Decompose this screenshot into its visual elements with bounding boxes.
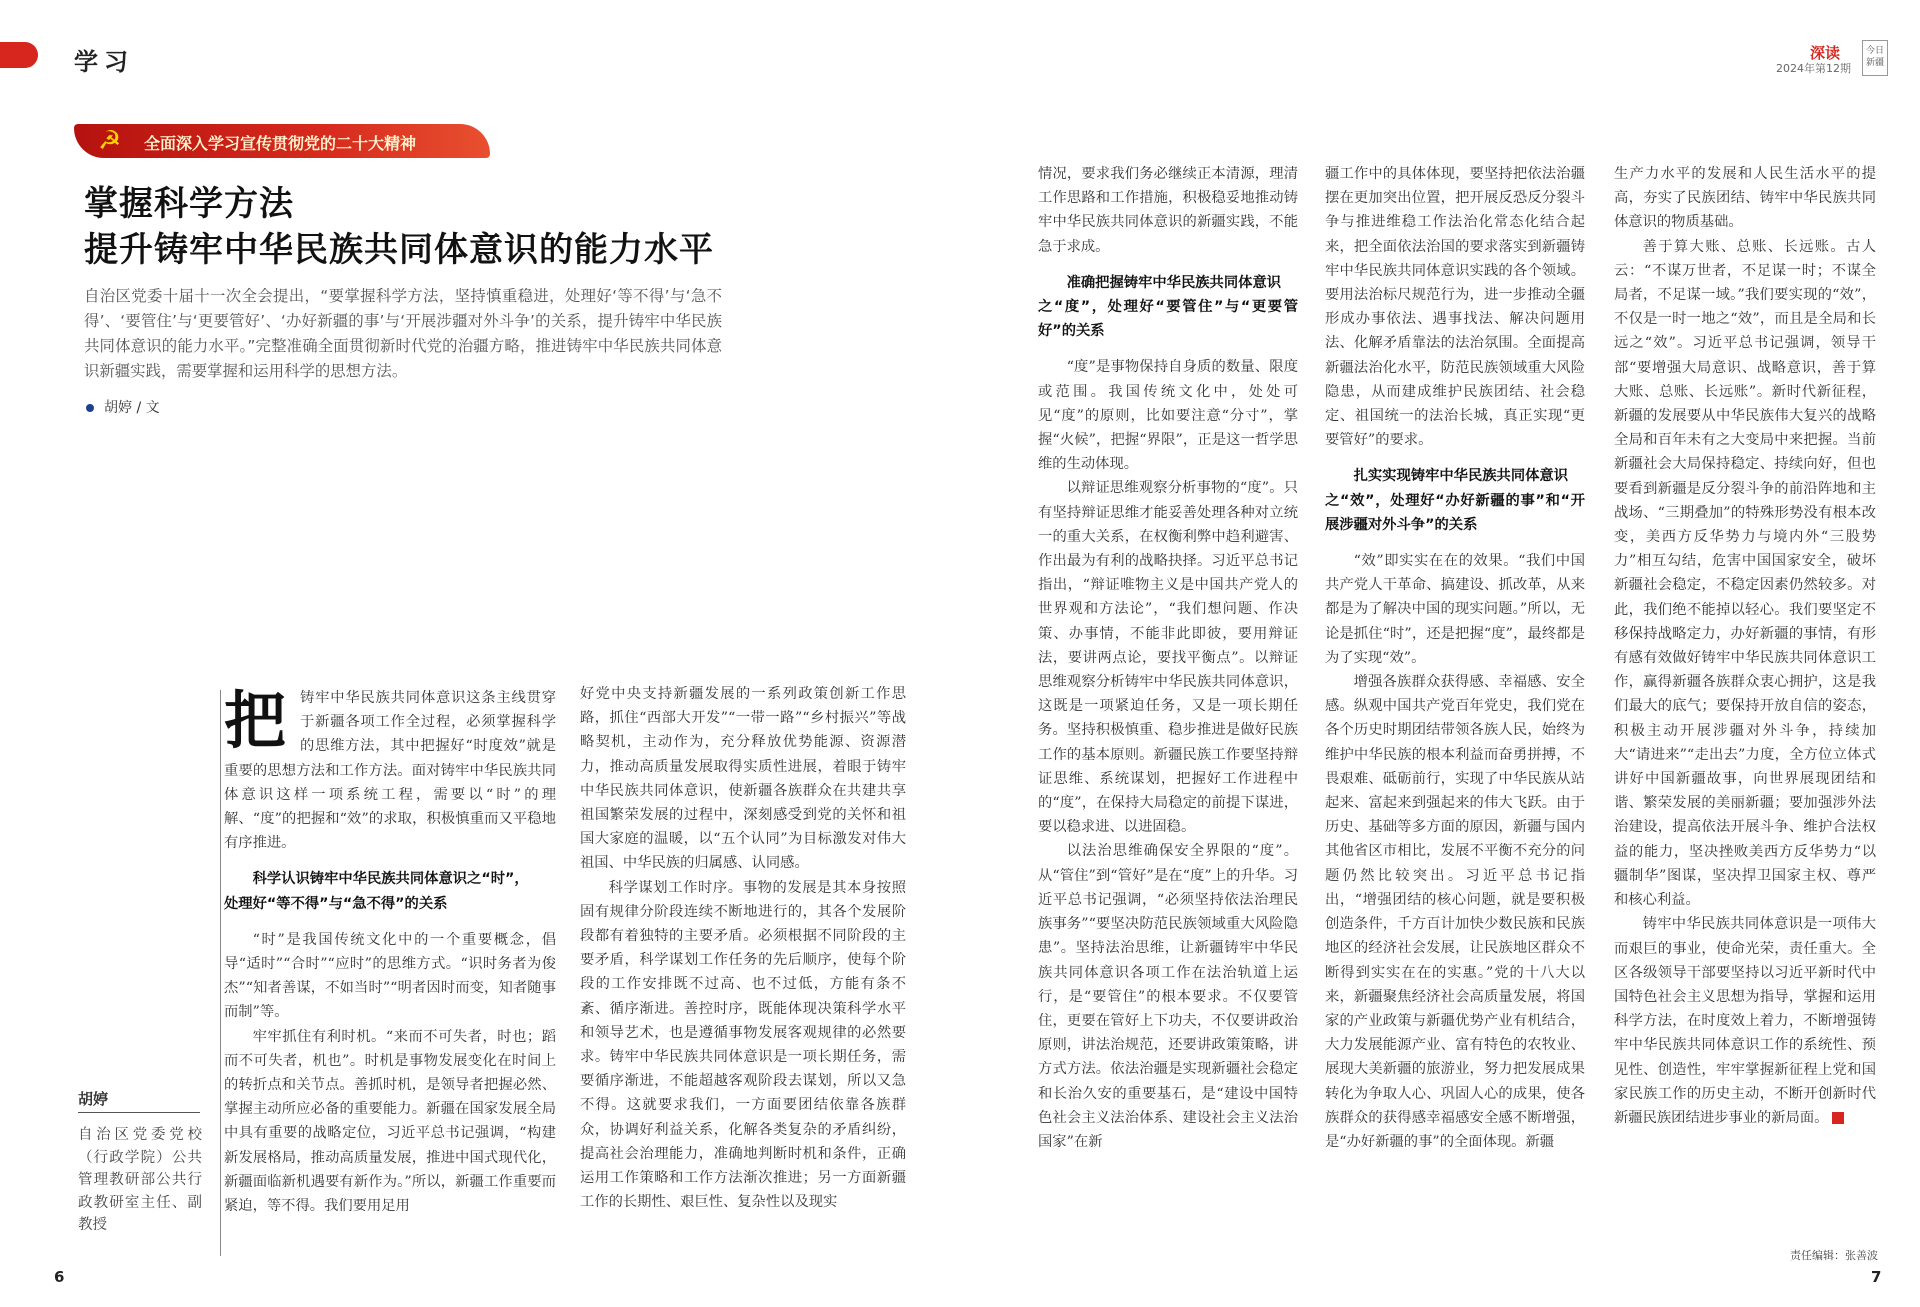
section-marker-bar: [0, 42, 38, 68]
body-column-2: [580, 682, 906, 1214]
paragraph: 铸牢中华民族共同体意识这条主线贯穿于新疆各项工作全过程，必须掌握科学的思维方法，其中把握好“时度效”就是重要的思想方法和工作方法。面对铸牢中华民族共同体意识这样一项系统工程，需要以“时”的理解、“度”的把握和“效”的求取，积极慎重而又平稳地有序推进。: [224, 690, 556, 852]
magazine-logo-badge: 今日新疆: [1862, 40, 1888, 76]
column-rule: [220, 690, 221, 1256]
drop-cap: 把: [224, 684, 287, 757]
paragraph: 增强各族群众获得感、幸福感、安全感。纵观中国共产党百年党史，我们党在各个历史时期团结带领各族人民，始终为维护中华民族的根本利益而奋勇拼搏，不畏艰难、砥砺前行，实现了中华民族从站起来、富起来到强起来的伟大飞跃。由于历史、基础等多方面的原因，新疆与国内其他省区市相比，发展不平衡不充分的问题仍然比较突出。习近平总书记指出，“增强团结的核心问题，就是要积极创造条件，千方百计加快少数民族和民族地区的经济社会发展，让民族地区群众不断得到实实在在的实惠。”党的十八大以来，新疆聚焦经济社会高质量发展，将国家的产业政策与新疆优势产业有机结合，大力发展能源产业、富有特色的农牧业、展现大美新疆的旅游业，努力把发展成果转化为争取人心、巩固人心的成果，使各族群众的获得感幸福感安全感不断增强，是“办好新疆的事”的全面体现。新疆: [1325, 674, 1585, 1150]
article-lead: 自治区党委十届十一次全会提出，“要掌握科学方法，坚持慎重稳进，处理好‘等不得’与‘急不得’、‘要管住’与‘更要管好’、‘办好新疆的事’与‘开展涉疆对外斗争’的关系，提升铸牢中华民族共同体意识的能力水平。”完整准确全面贯彻新时代党的治疆方略，推进铸牢中华民族共同体意识新疆实践，需要掌握和运用科学的思想方法。: [84, 287, 722, 380]
magazine-column-brand: 深读: [1810, 44, 1841, 62]
paragraph: 好党中央支持新疆发展的一系列政策创新工作思路，抓住“西部大开发”“一带一路”“乡村振兴”等战略契机，主动作为，充分释放优势能源、资源潜力，推动高质量发展取得实质性进展，着眼于铸牢中华民族共同体意识，使新疆各族群众在共建共享祖国繁荣发展的过程中，深刻感受到党的关怀和祖国大家庭的温暖，以“五个认同”为目标激发对伟大祖国、中华民族的归属感、认同感。: [580, 686, 906, 872]
author-name: 胡婷: [78, 1090, 109, 1108]
hammer-sickle-icon: ☭: [98, 126, 122, 156]
body-column-4: [1325, 162, 1585, 1154]
paragraph: “时”是我国传统文化中的一个重要概念，倡导“适时”“合时”“应时”的思维方式。“识时务者为俊杰”“知者善谋，不如当时”“明者因时而变，知者随事而制”等。: [224, 931, 556, 1021]
page-number-left: 6: [54, 1268, 65, 1286]
paragraph: “效”即实实在在的效果。“我们中国共产党人干革命、搞建设、抓改革，从来都是为了解决中国的现实问题。”所以，无论是抓住“时”，还是把握“度”，最终都是为了实现“效”。: [1325, 553, 1585, 666]
author-description: 自治区党委党校（行政学院）公共管理教研部公共行政教研室主任、副教授: [78, 1127, 202, 1233]
section-title: 学习: [74, 47, 134, 76]
paragraph: 牢牢抓住有利时机。“来而不可失者，时也；蹈而不可失者，机也”。时机是事物发展变化在时间上的转折点和关节点。善抓时机，是领导者把握必然、掌握主动所应必备的重要能力。新疆在国家发展全局中具有重要的战略定位，习近平总书记强调，“构建新发展格局，推动高质量发展，推进中国式现代化，新疆面临新机遇要有新作为。”所以，新疆工作重要而紧迫，等不得。我们要用足用: [224, 1028, 556, 1215]
paragraph: 情况，要求我们务必继续正本清源，理清工作思路和工作措施，积极稳妥地推动铸牢中华民族共同体意识的新疆实践，不能急于求成。: [1038, 166, 1298, 255]
byline-bullet-icon: [86, 404, 94, 412]
end-mark-icon: [1832, 1112, 1844, 1124]
article-title-line1: 掌握科学方法: [84, 184, 294, 224]
section-heading-1-line2: 处理好“等不得”与“急不得”的关系: [224, 895, 448, 912]
body-column-5: [1614, 162, 1876, 1130]
paragraph: “度”是事物保持自身质的数量、限度或范围。我国传统文化中，处处可见“度”的原则，比如要注意“分寸”，掌握“火候”，把握“界限”，正是这一哲学思维的生动体现。: [1038, 359, 1298, 473]
article-title-line2: 提升铸牢中华民族共同体意识的能力水平: [84, 230, 714, 270]
section-heading-2: [1038, 271, 1298, 344]
paragraph: 善于算大账、总账、长远账。古人云：“不谋万世者，不足谋一时；不谋全局者，不足谋一域。”我们要实现的“效”，不仅是一时一地之“效”，而且是全局和长远之“效”。习近平总书记强调，领导干部“要增强大局意识、战略意识，善于算大账、总账、长远账”。新时代新征程，新疆的发展要从中华民族伟大复兴的战略全局和百年未有之大变局中来把握。当前新疆社会大局保持稳定、持续向好，但也要看到新疆是反分裂斗争的前沿阵地和主战场、“三期叠加”的特殊形势没有根本改变，美西方反华势力与境内外“三股势力”相互勾结，危害中国国家安全，破坏新疆社会稳定，不稳定因素仍然较多。对此，我们绝不能掉以轻心。我们要坚定不移保持战略定力，办好新疆的事情，有形有感有效做好铸牢中华民族共同体意识工作，赢得新疆各族群众衷心拥护，这是我们最大的底气；要保持开放自信的姿态，积极主动开展涉疆对外斗争，持续加大“请进来”“走出去”力度，全方位立体式讲好中国新疆故事，向世界展现团结和谐、繁荣发展的美丽新疆；要加强涉外法治建设，提高依法开展斗争、维护合法权益的能力，坚决挫败美西方反华势力“以疆制华”图谋，坚决捍卫国家主权、尊严和核心利益。: [1614, 238, 1876, 909]
paragraph: 科学谋划工作时序。事物的发展是其本身按照固有规律分阶段连续不断地进行的，其各个发展阶段都有着独特的主要矛盾。必须根据不同阶段的主要矛盾，科学谋划工作任务的先后顺序，使每个阶段的工作安排既不过高、也不过低，方能有条不紊、循序渐进。善控时序，既能体现决策科学水平和领导艺术，也是遵循事物发展客观规律的必然要求。铸牢中华民族共同体意识是一项长期任务，需要循序渐进，不能超越客观阶段去谋划，所以又急不得。这就要求我们，一方面要团结依靠各族群众，协调好利益关系，化解各类复杂的矛盾纠纷，提高社会治理能力，准确地判断时机和条件，正确运用工作策略和工作方法渐次推进；另一方面新疆工作的长期性、艰巨性、复杂性以及现实: [580, 879, 906, 1211]
section-heading-2-line1: 准确把握铸牢中华民族共同体意识: [1066, 274, 1282, 291]
issue-label: 2024年第12期: [1776, 62, 1851, 75]
section-heading-3-line1: 扎实实现铸牢中华民族共同体意识: [1353, 468, 1569, 485]
section-heading-1: [224, 867, 556, 915]
paragraph: 以辩证思维观察分析事物的“度”。只有坚持辩证思维才能妥善处理各种对立统一的重大关系，在权衡利弊中趋利避害、作出最为有利的战略抉择。习近平总书记指出，“辩证唯物主义是中国共产党人的世界观和方法论”，“我们想问题、作决策、办事情，不能非此即彼，要用辩证法，要讲两点论，要找平衡点”。以辩证思维观察分析铸牢中华民族共同体意识，这既是一项紧迫任务，又是一项长期任务。坚持积极慎重、稳步推进是做好民族工作的基本原则。新疆民族工作要坚持辩证思维、系统谋划，把握好工作进程中的“度”，在保持大局稳定的前提下谋进，要以稳求进、以进固稳。: [1038, 480, 1298, 836]
section-heading-2-line2: 之“度”，处理好“要管住”与“更要管好”的关系: [1038, 299, 1298, 340]
body-column-1: [224, 686, 556, 1218]
paragraph: 以法治思维确保安全界限的“度”。从“管住”到“管好”是在“度”上的升华。习近平总书记强调，“必须坚持依法治理民族事务”“要坚决防范民族领域重大风险隐患”。坚持法治思维，让新疆铸牢中华民族共同体意识各项工作在法治轨道上运行，是“要管住”的根本要求。不仅要管住，更要在管好上下功夫，不仅要讲政治原则，讲法治规范，还要讲政策策略，讲方式方法。依法治疆是实现新疆社会稳定和长治久安的重要基石，是“建设中国特色社会主义法治体系、建设社会主义法治国家”在新: [1038, 843, 1298, 1150]
section-heading-3: [1325, 464, 1585, 537]
body-column-3: [1038, 162, 1298, 1154]
paragraph: 疆工作中的具体体现，要坚持把依法治疆摆在更加突出位置，把开展反恐反分裂斗争与推进维稳工作法治化常态化结合起来，把全面依法治国的要求落实到新疆铸牢中华民族共同体意识实践的各个领域。要用法治标尺规范行为，进一步推动全疆形成办事依法、遇事找法、解决问题用法、化解矛盾靠法的法治氛围。全面提高新疆法治化水平，防范民族领域重大风险隐患，从而建成维护民族团结、社会稳定、祖国统一的法治长城，真正实现“更要管好”的要求。: [1325, 166, 1585, 449]
section-heading-3-line2: 之“效”，处理好“办好新疆的事”和“开展涉疆对外斗争”的关系: [1325, 492, 1585, 533]
author-divider: [78, 1112, 200, 1113]
paragraph: [1614, 912, 1876, 1130]
page-number-right: 7: [1871, 1268, 1882, 1286]
paragraph-text: 铸牢中华民族共同体意识是一项伟大而艰巨的事业，使命光荣，责任重大。全区各级领导干部要坚持以习近平新时代中国特色社会主义思想为指导，掌握和运用科学方法，在时度效上着力，不断增强铸牢中华民族共同体意识工作的系统性、预见性、创造性，牢牢掌握新征程上党和国家民族工作的历史主动，不断开创新时代新疆民族团结进步事业的新局面。: [1614, 916, 1876, 1126]
topic-banner-text: 全面深入学习宣传贯彻党的二十大精神: [144, 134, 417, 153]
section-heading-1-line1: 科学认识铸牢中华民族共同体意识之“时”，: [252, 871, 529, 888]
byline: 胡婷 / 文: [104, 400, 160, 416]
paragraph: 生产力水平的发展和人民生活水平的提高，夯实了民族团结、铸牢中华民族共同体意识的物质基础。: [1614, 166, 1876, 231]
editor-credit: 责任编辑：张善波: [1790, 1249, 1878, 1262]
